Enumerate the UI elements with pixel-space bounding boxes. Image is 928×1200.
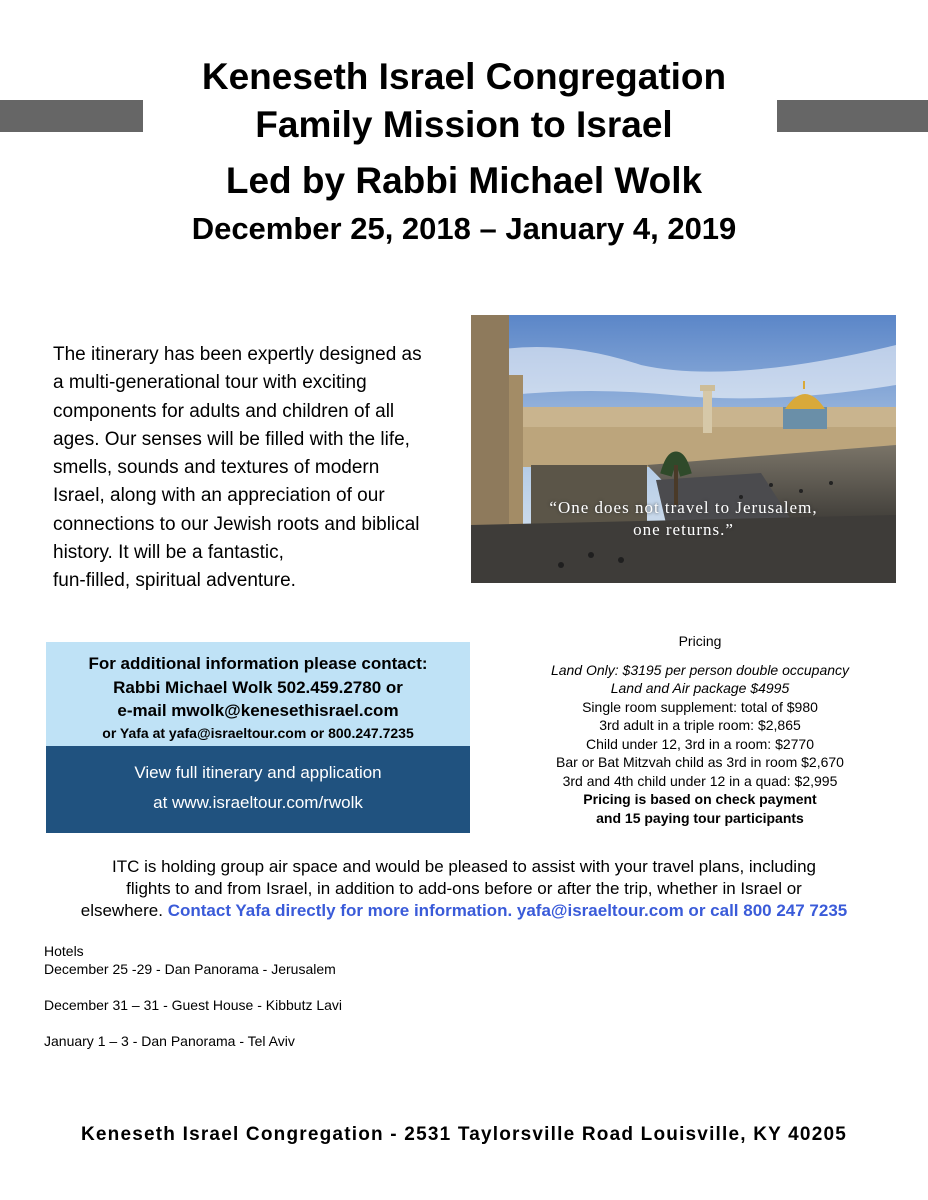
photo-quote-line2: one returns.” <box>633 520 734 539</box>
hotel-item: January 1 – 3 - Dan Panorama - Tel Aviv <box>44 1033 295 1049</box>
pricing-land-only: Land Only: $3195 per person double occupancy <box>550 661 850 678</box>
intro-line: connections to our Jewish roots and biblical <box>53 513 420 535</box>
contact-email[interactable]: e-mail mwolk@kenesethisrael.com <box>117 701 399 720</box>
hotel-item: December 31 – 31 - Guest House - Kibbutz Lavi <box>44 997 343 1013</box>
contact-box <box>46 642 470 746</box>
intro-line: Israel, along with an appreciation of our <box>53 485 385 507</box>
title-mission: Family Mission to Israel <box>255 104 673 145</box>
title-dates: December 25, 2018 – January 4, 2019 <box>191 211 737 246</box>
itc-line: flights to and from Israel, in addition to add-ons before or after the trip, whether in Israel or <box>126 879 802 898</box>
itc-line <box>0 900 928 922</box>
intro-paragraph <box>53 341 463 596</box>
intro-line: fun-filled, spiritual adventure. <box>53 570 296 592</box>
itc-prefix: elsewhere. <box>80 901 163 920</box>
pricing-item: Child under 12, 3rd in a room: $2770 <box>585 735 815 752</box>
intro-line: history. It will be a fantastic, <box>53 542 284 564</box>
pricing-land-air: Land and Air package $4995 <box>610 680 790 696</box>
pricing-section <box>510 632 890 827</box>
intro-line: smells, sounds and textures of modern <box>53 457 380 479</box>
pricing-note: Pricing is based on check payment <box>583 791 817 807</box>
itinerary-text: View full itinerary and application <box>134 763 382 782</box>
jerusalem-photo <box>471 315 896 583</box>
itc-paragraph <box>0 856 928 922</box>
hotel-item: December 25 -29 - Dan Panorama - Jerusalem <box>44 961 336 977</box>
jerusalem-illustration <box>471 315 896 583</box>
pricing-heading: Pricing <box>678 633 722 649</box>
hotels-heading: Hotels <box>44 943 84 959</box>
contact-rabbi-phone: Rabbi Michael Wolk 502.459.2780 or <box>113 678 403 697</box>
itc-line: ITC is holding group air space and would be pleased to assist with your travel plans, including <box>111 857 816 876</box>
pricing-item: Bar or Bat Mitzvah child as 3rd in room $2,670 <box>556 754 844 770</box>
pricing-note: and 15 paying tour participants <box>596 809 804 826</box>
title-leader: Led by Rabbi Michael Wolk <box>225 160 703 201</box>
itc-contact-link[interactable]: Contact Yafa directly for more information. yafa@israeltour.com or call 800 247 7235 <box>167 901 848 920</box>
intro-line: The itinerary has been expertly designed as <box>53 344 422 365</box>
pricing-item: Single room supplement: total of $980 <box>582 698 818 715</box>
itinerary-link[interactable]: at www.israeltour.com/rwolk <box>153 793 363 812</box>
pricing-item: 3rd adult in a triple room: $2,865 <box>599 717 801 733</box>
intro-line: ages. Our senses will be filled with the life, <box>53 428 410 450</box>
intro-line: a multi-generational tour with exciting <box>53 372 367 394</box>
footer-address: Keneseth Israel Congregation - 2531 Taylorsville Road Louisville, KY 40205 <box>80 1124 848 1145</box>
intro-line: components for adults and children of all <box>53 400 395 422</box>
itinerary-box <box>46 746 470 833</box>
pricing-item: 3rd and 4th child under 12 in a quad: $2,995 <box>562 772 838 789</box>
contact-heading: For additional information please contact: <box>88 654 428 673</box>
photo-quote-line1: “One does not travel to Jerusalem, <box>549 498 818 517</box>
contact-yafa[interactable]: or Yafa at yafa@israeltour.com or 800.247.7235 <box>102 725 414 741</box>
title-congregation: Keneseth Israel Congregation <box>201 56 727 97</box>
